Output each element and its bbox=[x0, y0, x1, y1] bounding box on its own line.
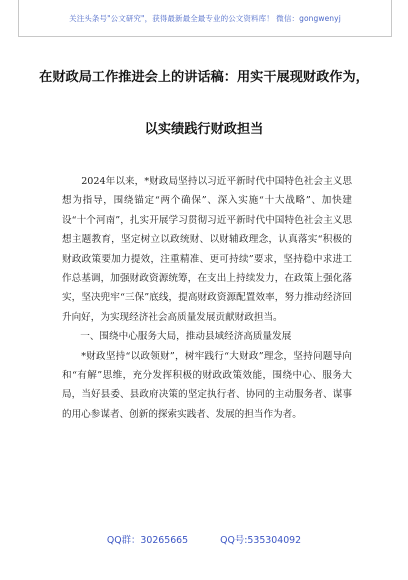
header-banner-text: 关注头条号"公文研究"，获得最新最全最专业的公文资料库！ 微信：gongwenyj bbox=[69, 13, 341, 23]
qq-number-text: QQ号:535304092 bbox=[220, 535, 302, 546]
paragraph: *财政坚持“以政领财”，树牢践行“大财政”理念，坚持问题导向和“有解”思维，充分发挥积极的财政政策效能，围绕中心、服务大局，当好县委、县政府决策的坚定执行者、协同的主动服务者、谋事的用心参谋者、创新的探索实践者、发展的担当作为者。 bbox=[62, 350, 352, 420]
document-title-line1: 在财政局工作推进会上的讲话稿：用实干展现财政作为， bbox=[39, 70, 369, 85]
footer-contact bbox=[0, 532, 408, 546]
header-banner bbox=[18, 0, 392, 37]
section-heading: 一、围绕中心服务大局，推动县域经济高质量发展 bbox=[80, 331, 292, 343]
paragraph: 2024年以来，*财政局坚持以习近平新时代中国特色社会主义思想为指导，围绕锚定“两个确保”、深入实施“十大战略”、加快建设“十个河南”，扎实开展学习贯彻习近平新时代中国特色社会主义思想主题教育，坚定树立以政统财、以财辅政理念，认真落实“积极的财政政策要加力提效，注重精准、更可持续”要求，坚持稳中求进工作总基调，加强财政资源统筹，在支出上持续发力，在政策上强化落实，坚决兜牢“三保”底线，提高财政资源配置效率，努力推动经济回升向好，为实现经济社会高质量发展贡献财政担当。 bbox=[62, 176, 352, 323]
document-body bbox=[62, 172, 352, 424]
qq-group-text: QQ群：30265665 bbox=[106, 535, 189, 546]
document-title-line2: 以实绩践行财政担当 bbox=[144, 122, 264, 137]
